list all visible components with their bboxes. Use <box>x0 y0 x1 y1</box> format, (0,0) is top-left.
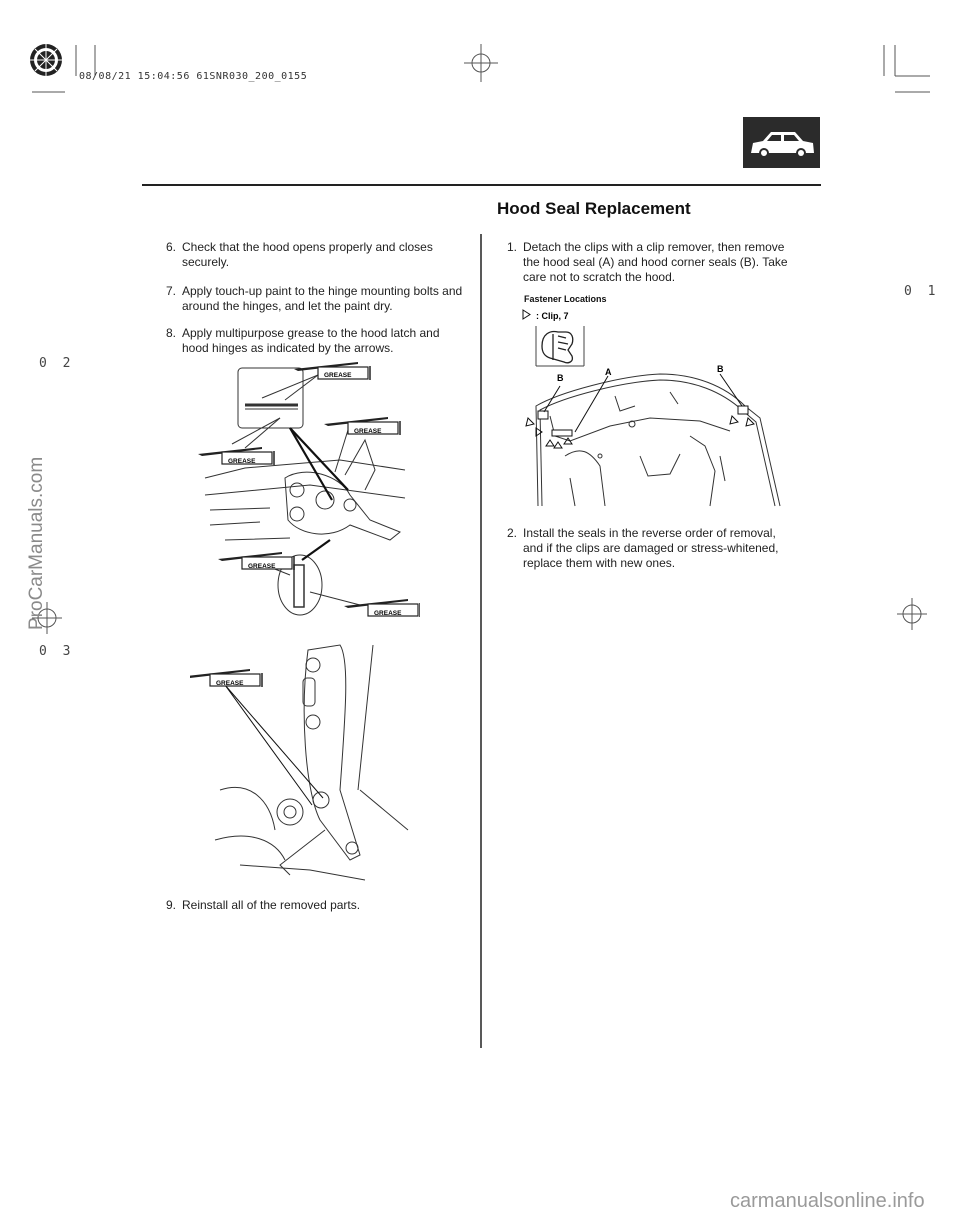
step-2 <box>507 526 797 571</box>
grease-tag-3 <box>198 447 274 465</box>
grease-tag-label: GREASE <box>374 610 402 617</box>
step-8 <box>166 326 466 356</box>
step-number: 2. <box>507 526 518 540</box>
grease-tag-label: GREASE <box>216 680 244 687</box>
step-1 <box>507 240 797 285</box>
step-number: 9. <box>166 898 177 912</box>
clip-symbol-icon <box>523 310 530 319</box>
grease-points-figure <box>190 360 420 890</box>
grease-tag-label: GREASE <box>228 458 256 465</box>
step-text: Check that the hood opens properly and closes securely. <box>182 240 433 269</box>
figure-title: Fastener Locations <box>524 294 607 304</box>
label-b-right: B <box>717 364 724 374</box>
step-text: Reinstall all of the removed parts. <box>182 898 361 912</box>
grease-tag-label: GREASE <box>248 563 276 570</box>
step-number: 7. <box>166 284 177 298</box>
corner-mark-l2: 0 2 <box>39 356 75 371</box>
grease-tag-label: GREASE <box>354 428 382 435</box>
step-text: Install the seals in the reverse order of removal, and if the clips are damaged or stress-whitened, replace them with new ones. <box>523 526 779 570</box>
grease-tag-6 <box>190 669 262 687</box>
corner-mark-l3: 0 3 <box>39 644 75 659</box>
step-6 <box>166 240 466 270</box>
step-text: Apply multipurpose grease to the hood latch and hood hinges as indicated by the arrows. <box>182 326 440 355</box>
grease-tag-label: GREASE <box>324 372 352 379</box>
car-body-icon <box>743 117 820 168</box>
grease-tag-2 <box>324 417 400 435</box>
grease-tag-5 <box>344 599 420 617</box>
fastener-locations-figure <box>520 306 790 512</box>
clip-legend: : Clip, 7 <box>536 311 569 321</box>
step-7 <box>166 284 466 314</box>
step-number: 6. <box>166 240 177 254</box>
label-b-left: B <box>557 373 564 383</box>
print-timestamp: 08/08/21 15:04:56 61SNR030_200_0155 <box>79 71 308 82</box>
grease-tag-1 <box>294 362 370 380</box>
side-watermark: ProCarManuals.com <box>26 456 47 630</box>
section-title: Hood Seal Replacement <box>497 199 691 218</box>
registration-target-icon <box>30 44 62 76</box>
step-text: Detach the clips with a clip remover, then remove the hood seal (A) and hood corner seals (B). Take care not to scratch the hood. <box>523 240 788 284</box>
step-9 <box>166 898 466 913</box>
corner-mark-r1: 0 1 <box>904 284 940 299</box>
label-a: A <box>605 367 612 377</box>
step-number: 1. <box>507 240 518 254</box>
grease-tag-4 <box>218 552 294 570</box>
step-text: Apply touch-up paint to the hinge mounting bolts and around the hinges, and let the paint dry. <box>182 284 463 313</box>
step-number: 8. <box>166 326 177 340</box>
bottom-watermark: carmanualsonline.info <box>730 1190 925 1212</box>
